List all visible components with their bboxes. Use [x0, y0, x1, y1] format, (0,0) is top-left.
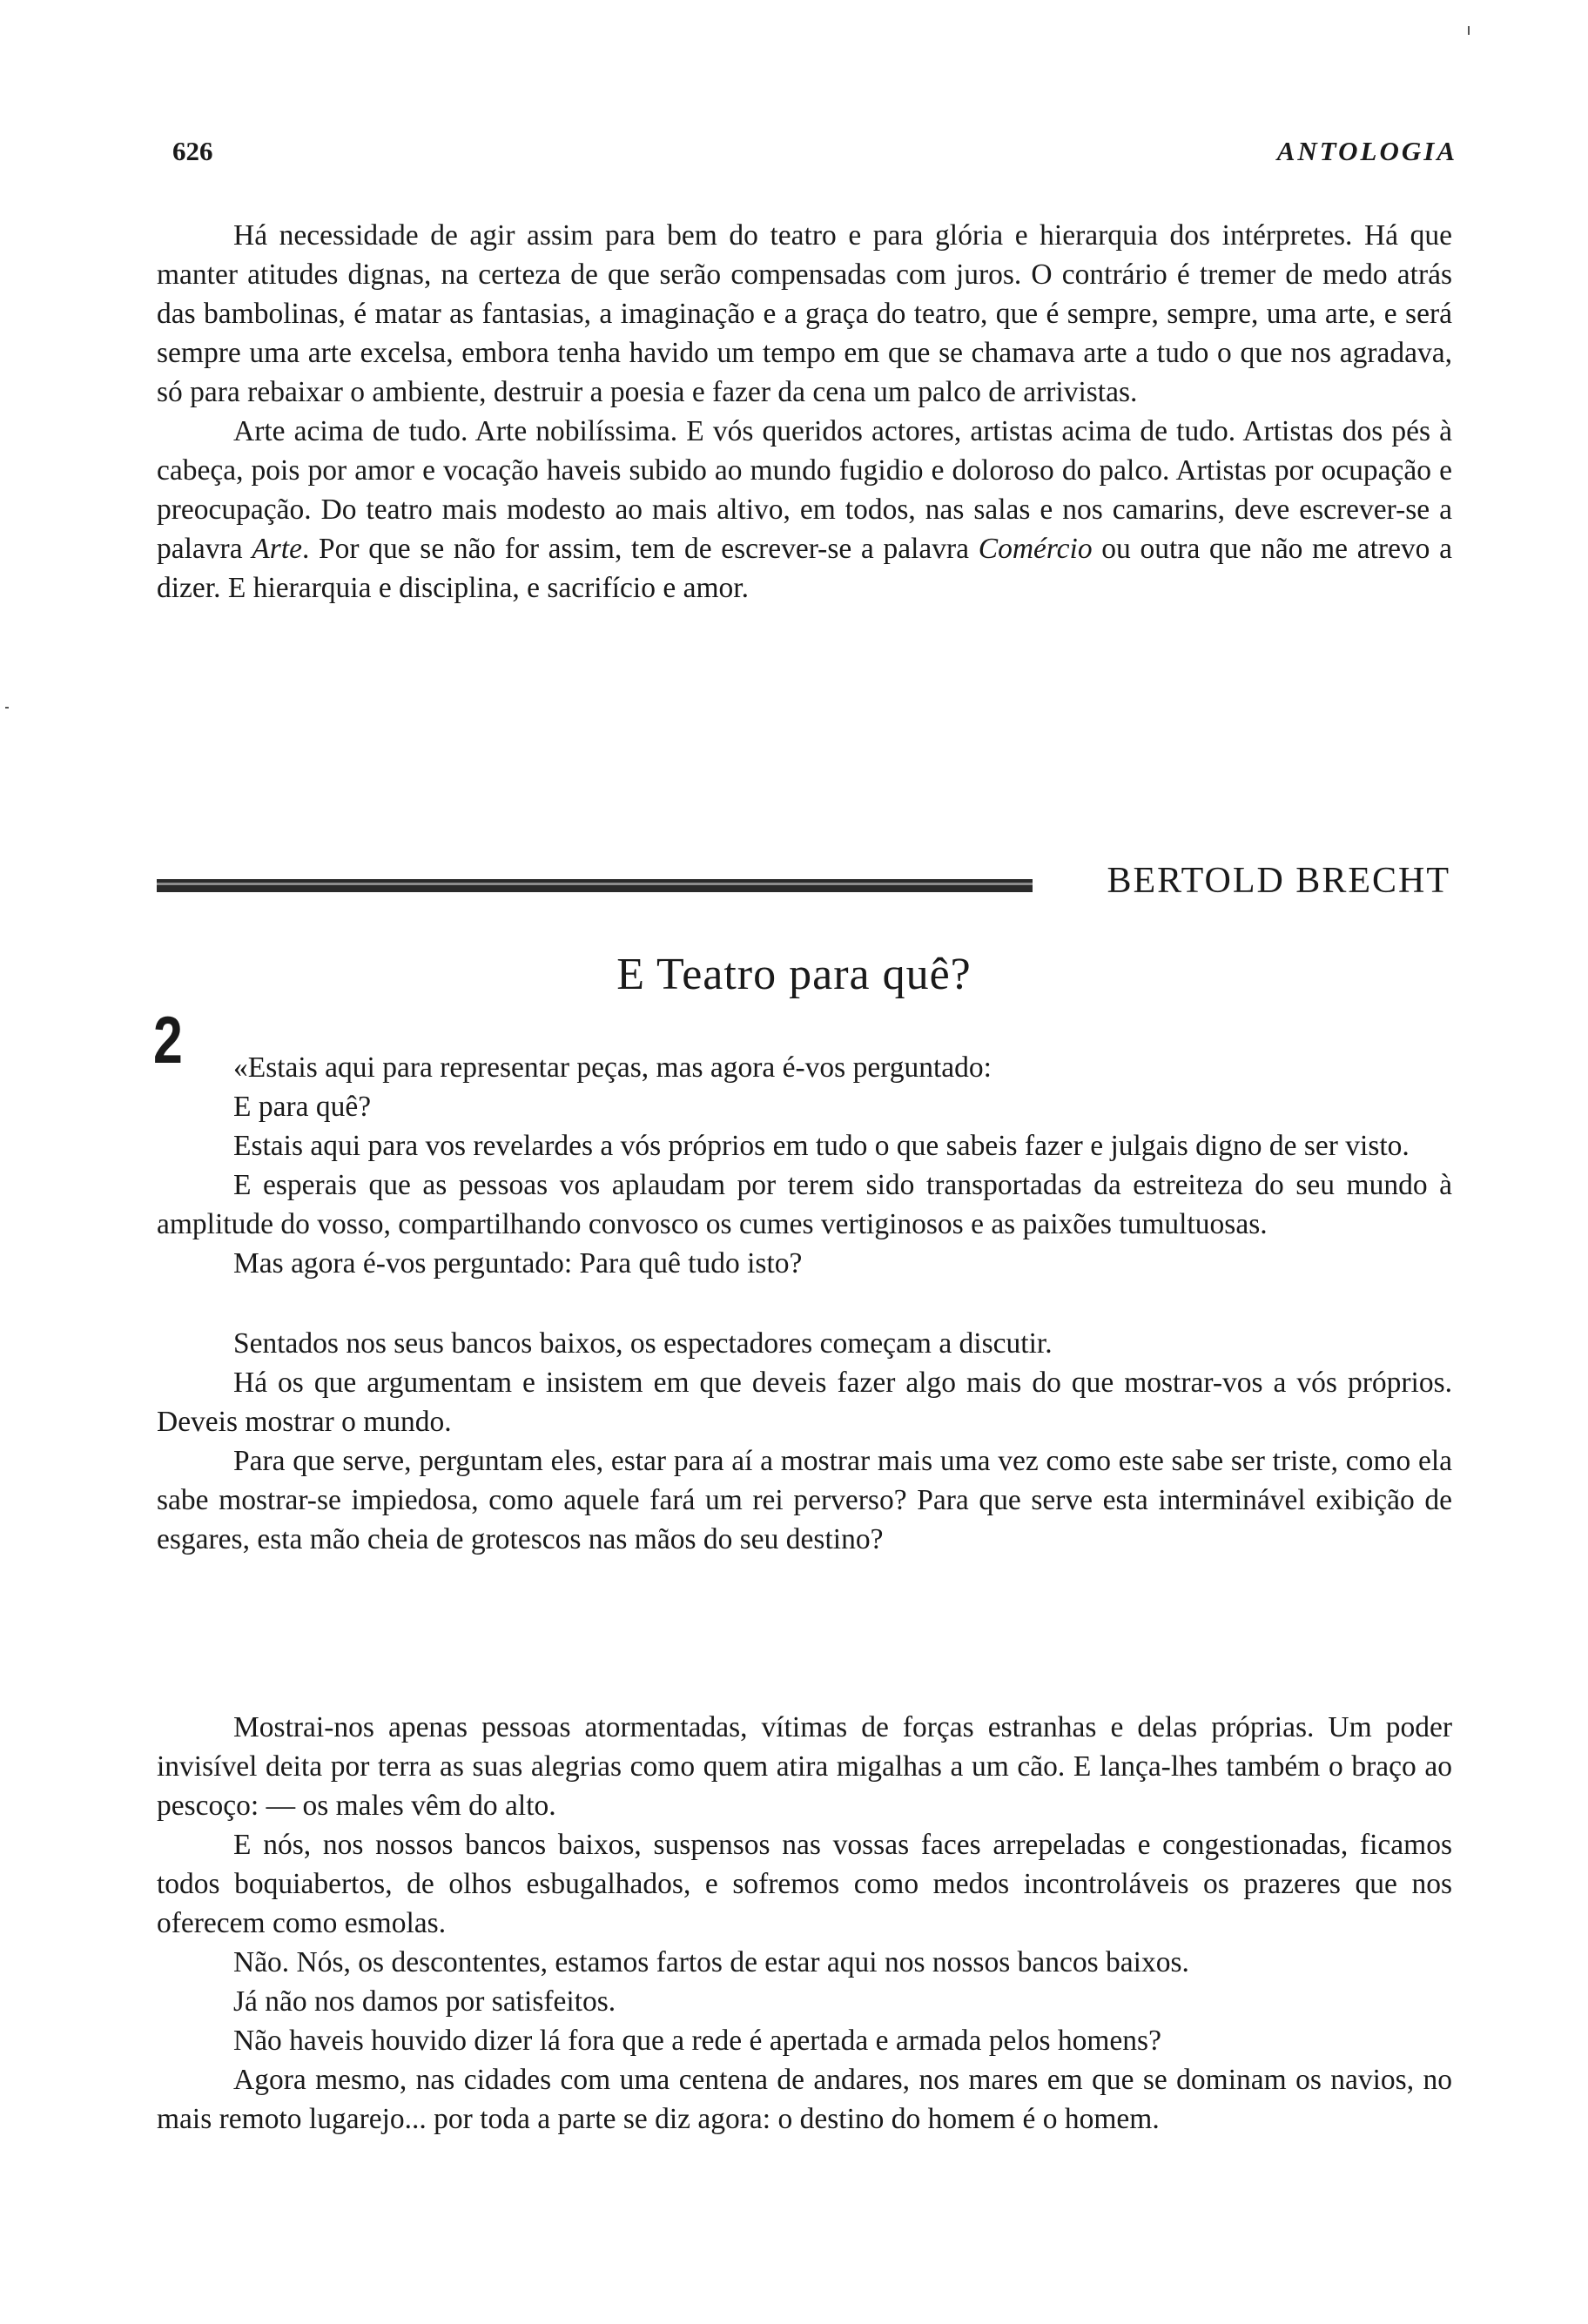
paragraph-text: . Por que se não for assim, tem de escrever-se a palavra: [301, 533, 979, 565]
paragraph: Há necessidade de agir assim para bem do teatro e para glória e hierarquia dos intérpretes. Há que manter atitudes dignas, na certeza de que serão compensadas com juros. O contrário é tremer de medo atrás das bambolinas, é matar as fantasias, a imaginação e a graça do teatro, que é sempre, sempre, uma arte, e será sempre uma arte excelsa, embora tenha havido um tempo em que se chamava arte a tudo o que nos agradava, só para rebaixar o ambiente, destruir a poesia e fazer da cena um palco de arrivistas.: [157, 219, 1452, 408]
paragraph: Já não nos damos por satisfeitos.: [233, 1985, 616, 2018]
paragraph: Estais aqui para vos revelardes a vós próprios em tudo o que sabeis fazer e julgais digno de ser visto.: [233, 1130, 1410, 1162]
paragraph: Não. Nós, os descontentes, estamos fartos de estar aqui nos nossos bancos baixos.: [233, 1946, 1189, 1978]
paragraph: Sentados nos seus bancos baixos, os espectadores começam a discutir.: [233, 1327, 1053, 1360]
emphasis-arte: Arte: [252, 533, 302, 565]
scan-mark: [1468, 26, 1470, 35]
emphasis-comercio: Comércio: [978, 533, 1093, 565]
section-rule: [157, 879, 1033, 892]
paragraph: «Estais aqui para representar peças, mas agora é-vos perguntado:: [233, 1051, 992, 1084]
paragraph: Para que serve, perguntam eles, estar para aí a mostrar mais uma vez como este sabe ser triste, como ela sabe mostrar-se impiedosa, como aquele fará um rei perverso? Para que serve esta interminável exibição de esgares, esta mão cheia de grotescos nas mãos do seu destino?: [157, 1445, 1452, 1555]
paragraph-text: Arte acima de tudo. Arte nobilíssima. E vós queridos actores, artistas acima de tudo. Artistas dos pés à cabeça, pois por amor e vocação haveis subido ao mundo fugidio e doloroso do palco. Artistas por ocupação e preocupação. Do teatro mais modesto ao mais altivo, em todos, nas salas e nos camarins, deve escrever-se a palavra: [157, 415, 1452, 565]
section-author: BERTOLD BRECHT: [1107, 861, 1450, 901]
section-title: E Teatro para quê?: [616, 950, 972, 999]
paragraph: Mas agora é-vos perguntado: Para quê tudo isto?: [233, 1247, 803, 1280]
paragraph: E para quê?: [233, 1091, 372, 1123]
paragraph: E esperais que as pessoas vos aplaudam por terem sido transportadas da estreiteza do seu mundo à amplitude do vosso, compartilhando convosco os cumes vertiginosos e as paixões tumultuosas.: [157, 1169, 1452, 1240]
running-title: ANTOLOGIA: [1276, 136, 1457, 166]
paragraph: Agora mesmo, nas cidades com uma centena de andares, nos mares em que se dominam os navios, no mais remoto lugarejo... por toda a parte se diz agora: o destino do homem é o homem.: [157, 2064, 1452, 2135]
brecht-text-block: [157, 1048, 1452, 1559]
scan-mark: [5, 707, 9, 709]
paragraph-text: ou outra que não me atrevo a dizer. E hierarquia e disciplina, e sacrifício e amor.: [157, 533, 1452, 604]
paragraph: E nós, nos nossos bancos baixos, suspensos nas vossas faces arrepeladas e congestionadas, ficamos todos boquiabertos, de olhos esbugalhados, e sofremos como medos incontroláveis os prazeres que nos oferecem como esmolas.: [157, 1829, 1452, 1939]
section-number: 2: [153, 1004, 183, 1078]
paragraph: [157, 412, 1452, 608]
paragraph: Há os que argumentam e insistem em que deveis fazer algo mais do que mostrar-vos a vós próprios. Deveis mostrar o mundo.: [157, 1367, 1452, 1438]
paragraph: Mostrai-nos apenas pessoas atormentadas, vítimas de forças estranhas e delas próprias. Um poder invisível deita por terra as suas alegrias como quem atira migalhas a um cão. E lança-lhes também o braço ao pescoço: — os males vêm do alto.: [157, 1711, 1452, 1822]
previous-text-block: [157, 216, 1452, 608]
paragraph: Não haveis houvido dizer lá fora que a rede é apertada e armada pelos homens?: [233, 2025, 1161, 2057]
brecht-text-block-continued: [157, 1708, 1452, 2139]
page-number: 626: [172, 136, 213, 166]
